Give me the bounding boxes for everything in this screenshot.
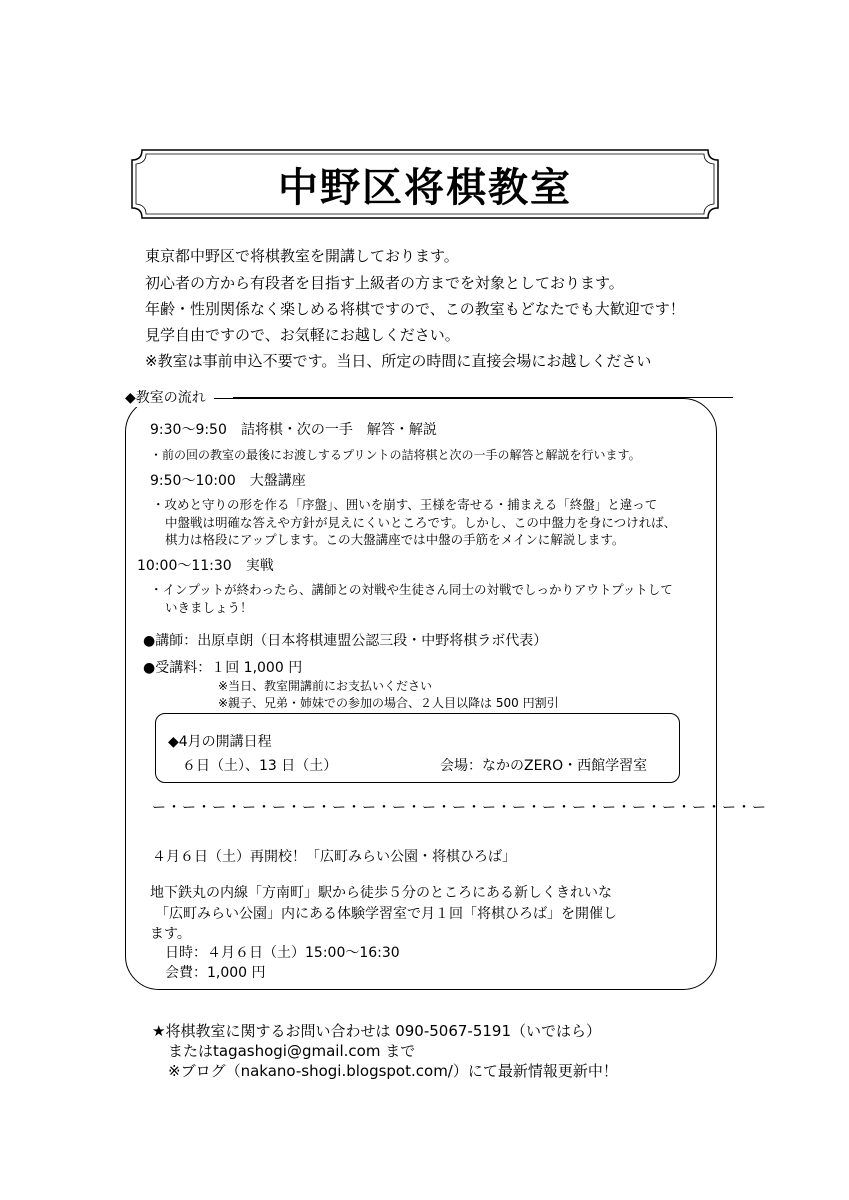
fee-info: ●受講料：１回 1,000 円 <box>143 660 303 676</box>
contact-phone: ★将棋教室に関するお問い合わせは 090-5067-5191（いではら） <box>152 1022 602 1040</box>
session-1-desc: ・前の回の教室の最後にお渡しするプリントの詰将棋と次の一手の解答と解説を行います。 <box>150 448 641 462</box>
reopen-desc: ます。 <box>150 926 191 942</box>
contact-email: またはtagashogi@gmail.com まで <box>168 1042 416 1060</box>
session-1-title: 9:30〜9:50 詰将棋・次の一手 解答・解説 <box>150 422 437 438</box>
session-3-desc: ・インプットが終わったら、講師との対戦や生徒さん同士の対戦でしっかりアウトプットして <box>150 582 673 597</box>
intro-line: 見学自由ですので、お気軽にお越しください。 <box>145 326 460 344</box>
session-2-desc: ・攻めと守りの形を作る「序盤」、囲いを崩す、王様を寄せる・捕まえる「終盤」と違って <box>152 497 658 512</box>
instructor-info: ●講師：出原卓朗（日本将棋連盟公認三段・中野将棋ラボ代表） <box>143 633 548 649</box>
flow-heading: ◆教室の流れ <box>125 387 214 407</box>
session-2-title: 9:50〜10:00 大盤講座 <box>150 473 306 489</box>
heading-rule <box>233 397 733 398</box>
session-3-desc: いきましょう！ <box>165 600 253 615</box>
contact-blog: ※ブログ（nakano-shogi.blogspot.com/）にて最新情報更新中！ <box>168 1062 618 1080</box>
session-2-desc: 棋力は格段にアップします。この大盤講座では中盤の手筋をメインに解説します。 <box>165 532 625 547</box>
intro-line: ※教室は事前申込不要です。当日、所定の時間に直接会場にお越しください <box>145 352 652 370</box>
intro-line: 年齢・性別関係なく楽しめる将棋ですので、この教室もどなたでも大歓迎です！ <box>145 300 685 318</box>
fee-note: ※親子、兄弟・姉妹での参加の場合、２人目以降は 500 円割引 <box>218 696 559 710</box>
dashed-divider: ー・ー・ー・ー・ー・ー・ー・ー・ー・ー・ー・ー・ー・ー・ー・ー・ー・ー・ー・ー・ー <box>152 800 767 816</box>
fee-note: ※当日、教室開講前にお支払いください <box>218 679 433 693</box>
reopen-fee: 会費：1,000 円 <box>165 965 266 981</box>
session-2-desc: 中盤戦は明確な答えや方針が見えにくいところです。しかし、この中盤力を身につければ、 <box>165 515 677 530</box>
intro-line: 初心者の方から有段者を目指す上級者の方までを対象としております。 <box>145 274 624 292</box>
schedule-dates: ６日（土）、13 日（土） <box>182 758 338 774</box>
reopen-announcement: ４月６日（土）再開校！「広町みらい公園・将棋ひろば」 <box>152 849 516 865</box>
schedule-venue: 会場：なかのZERO・西館学習室 <box>440 758 648 774</box>
page-title: 中野区将棋教室 <box>278 164 572 211</box>
reopen-date: 日時：４月６日（土）15:00〜16:30 <box>165 945 400 961</box>
intro-line: 東京都中野区で将棋教室を開講しております。 <box>145 247 459 265</box>
reopen-desc: 「広町みらい公園」内にある体験学習室で月１回「将棋ひろば」を開催し <box>155 906 617 922</box>
schedule-heading: ◆4月の開講日程 <box>168 734 272 750</box>
session-3-title: 10:00〜11:30 実戦 <box>137 558 274 574</box>
title-banner <box>130 148 720 220</box>
reopen-desc: 地下鉄丸の内線「方南町」駅から徒歩５分のところにある新しくきれいな <box>150 885 612 901</box>
